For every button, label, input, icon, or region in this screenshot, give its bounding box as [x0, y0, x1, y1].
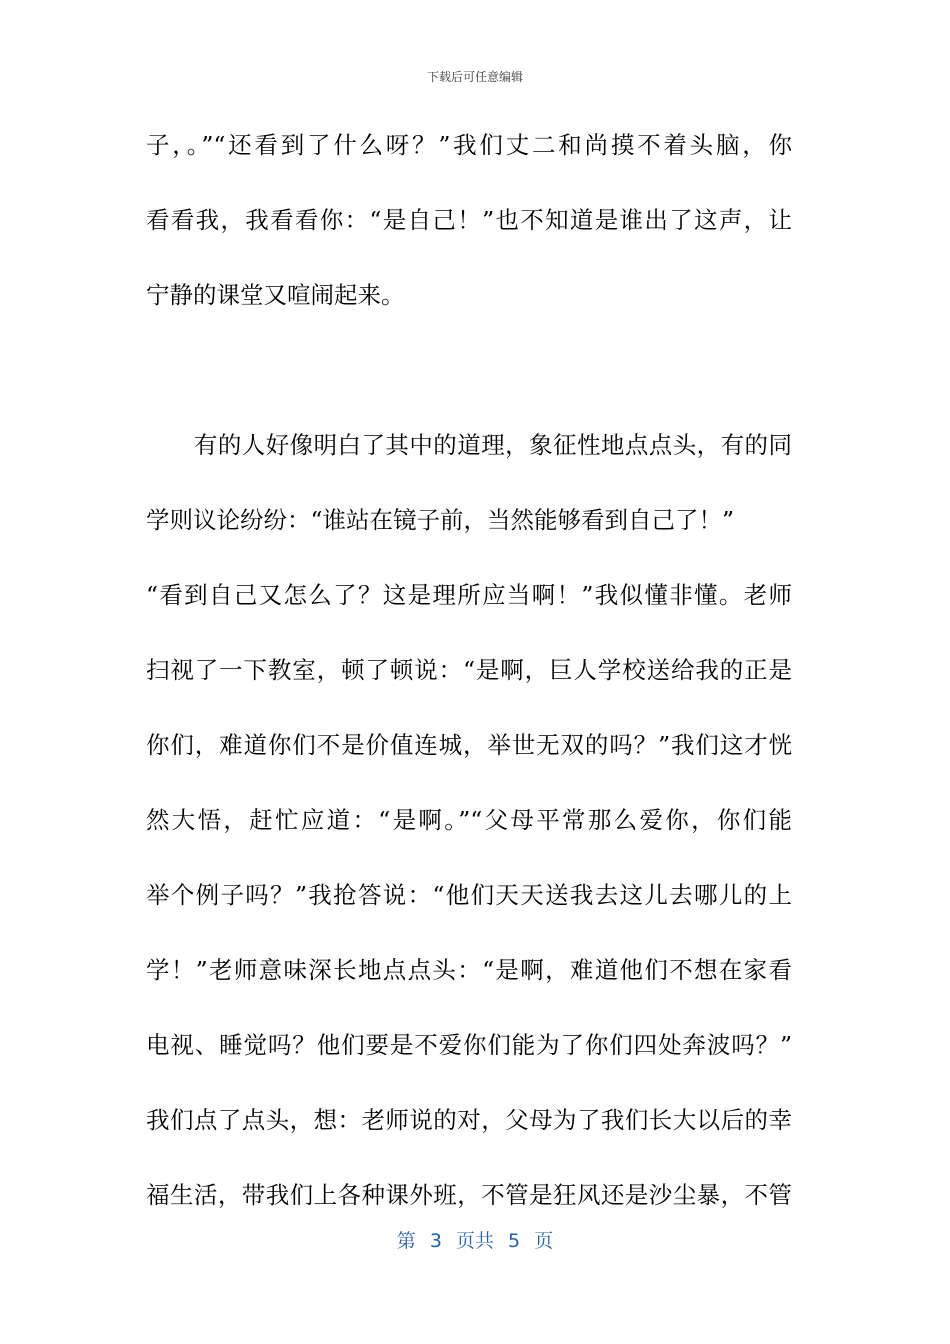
page-prefix: 第 — [396, 1230, 416, 1252]
text-line: 我们点了点头，想：老师说的对，父母为了我们长大以后的幸 — [146, 1106, 792, 1134]
text-line: 有的人好像明白了其中的道理，象征性地点点头，有的同 — [146, 431, 792, 459]
text-line: 福生活，带我们上各种课外班，不管是狂风还是沙尘暴，不管 — [146, 1181, 792, 1209]
text-line: 学！”老师意味深长地点点头：“是啊，难道他们不想在家看 — [146, 956, 792, 984]
page-footer — [0, 1226, 950, 1253]
text-line: 然大悟，赶忙应道：“是啊。”“父母平常那么爱你，你们能 — [146, 806, 792, 834]
text-line: “看到自己又怎么了？这是理所应当啊！”我似懂非懂。老师 — [146, 581, 792, 609]
page-suffix: 页 — [534, 1230, 554, 1252]
document-body — [146, 118, 792, 1243]
page-middle: 页共 — [455, 1230, 494, 1252]
header-note: 下载后可任意编辑 — [426, 70, 523, 84]
text-line: 举个例子吗？”我抢答说：“他们天天送我去这儿去哪儿的上 — [146, 881, 792, 909]
text-line: 电视、睡觉吗？他们要是不爱你们能为了你们四处奔波吗？” — [146, 1031, 792, 1059]
text-line: 扫视了一下教室，顿了顿说：“是啊，巨人学校送给我的正是 — [146, 656, 792, 684]
text-line: 你们，难道你们不是价值连城，举世无双的吗？”我们这才恍 — [146, 731, 792, 759]
text-line: 宁静的课堂又喧闹起来。 — [146, 281, 405, 309]
page-total: 5 — [508, 1230, 521, 1252]
text-line: 学则议论纷纷：“谁站在镜子前，当然能够看到自己了！” — [146, 506, 735, 534]
text-line: 看看我，我看看你：“是自己！”也不知道是谁出了这声，让 — [146, 206, 792, 234]
page-current: 3 — [429, 1230, 442, 1252]
paragraph-gap — [146, 343, 792, 418]
text-line: 子，。”“还看到了什么呀？”我们丈二和尚摸不着头脑，你 — [146, 131, 792, 159]
